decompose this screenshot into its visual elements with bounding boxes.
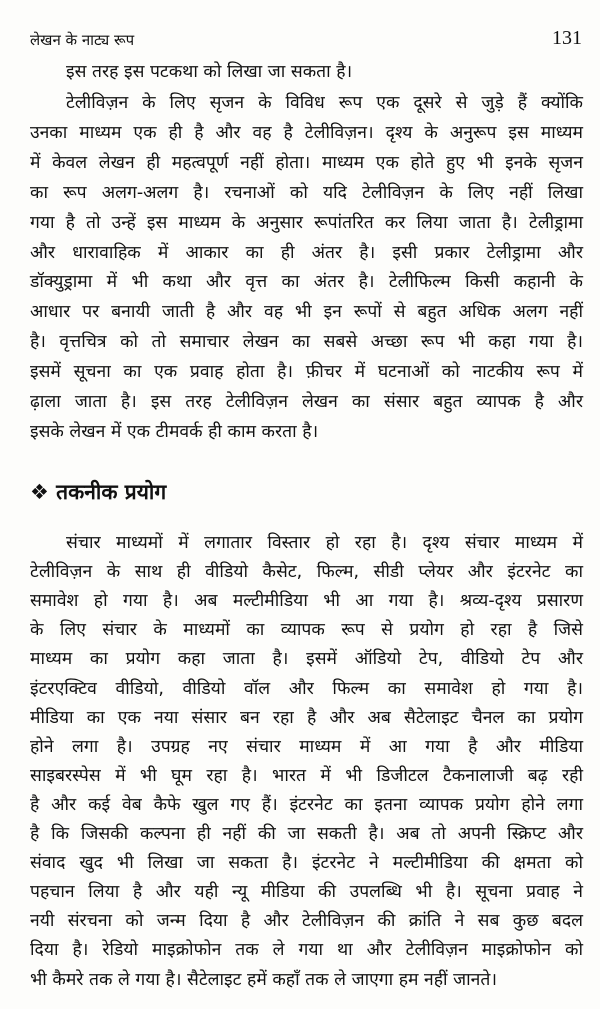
text-line: इसमें सूचना का एक प्रवाह होता है। फ़ीचर में घटनाओं को नाटकीय रूप में (30, 362, 583, 383)
page-number: 131 (552, 27, 582, 49)
text-line: के लिए संचार के माध्यमों का व्यापक रूप से प्रयोग हो रहा है जिसे (30, 620, 583, 641)
text-line: और धारावाहिक में आकार का ही अंतर है। इसी प्रकार टेलीड्रामा और (30, 242, 583, 263)
diamond-bullet-icon: ❖ (30, 480, 49, 504)
text-line: माध्यम का प्रयोग कहा जाता है। इसमें ऑडियो टेप, वीडियो टेप और (30, 649, 583, 670)
text-line: गया है तो उन्हें इस माध्यम के अनुसार रूपांतरित कर लिया जाता है। टेलीड्रामा (30, 212, 583, 233)
text-line: भी कैमरे तक ले गया है। सैटेलाइट हमें कहाँ तक ले जाएगा हम नहीं जानते। (30, 969, 497, 990)
text-line: है कि जिसकी कल्पना ही नहीं की जा सकती है। अब तो अपनी स्क्रिप्ट और (30, 824, 583, 844)
running-header-title: लेखन के नाट्य रूप (30, 31, 135, 49)
section-heading-text: तकनीक प्रयोग (56, 480, 167, 504)
text-line: होने लगा है। उपग्रह नए संचार माध्यम में आ गया है और मीडिया (30, 736, 583, 757)
section-heading (30, 478, 166, 506)
text-line: ढ़ाला जाता है। इस तरह टेलीविज़न लेखन का संसार बहुत व्यापक है और (30, 392, 583, 412)
text-line: है। वृत्तचित्र को तो समाचार लेखन का सबसे अच्छा रूप भी कहा गया है। (30, 332, 583, 353)
text-line: दिया है। रेडियो माइक्रोफोन तक ले गया था और टेलीविज़न माइक्रोफोन को (30, 940, 583, 961)
text-line: पहचान लिया है और यही न्यू मीडिया की उपलब्धि भी है। सूचना प्रवाह ने (30, 882, 583, 903)
text-line: इस तरह इस पटकथा को लिखा जा सकता है। (66, 62, 353, 82)
text-line: समावेश हो गया है। अब मल्टीमीडिया भी आ गया है। श्रव्य-दृश्य प्रसारण (30, 591, 583, 612)
text-line: टेलीविज़न के लिए सृजन के विविध रूप एक दूसरे से जुड़े हैं क्योंकि (66, 93, 583, 113)
text-line: मीडिया का एक नया संसार बन रहा है और अब सैटेलाइट चैनल का प्रयोग (30, 707, 583, 728)
text-line: संचार माध्यमों में लगातार विस्तार हो रहा है। दृश्य संचार माध्यम में (66, 533, 583, 553)
text-line: में केवल लेखन ही महत्वपूर्ण नहीं होता। माध्यम एक होते हुए भी इनके सृजन (30, 152, 583, 173)
text-line: इसके लेखन में एक टीमवर्क ही काम करता है। (30, 421, 319, 442)
text-line: आधार पर बनायी जाती है और वह भी इन रूपों से बहुत अधिक अलग नहीं (30, 302, 583, 323)
text-line: है और कई वेब कैफे खुल गए हैं। इंटरनेट का इतना व्यापक प्रयोग होने लगा (30, 794, 583, 815)
text-line: इंटरएक्टिव वीडियो, वीडियो वॉल और फिल्म का समावेश हो गया है। (30, 678, 583, 699)
text-line: उनका माध्यम एक ही है और वह है टेलीविज़न। दृश्य के अनुरूप इस माध्यम (30, 122, 583, 143)
text-line: का रूप अलग-अलग है। रचनाओं को यदि टेलीविज़न के लिए नहीं लिखा (30, 182, 583, 203)
text-line: संवाद खुद भी लिखा जा सकता है। इंटरनेट ने मल्टीमीडिया की क्षमता को (30, 853, 583, 874)
text-line: नयी संरचना को जन्म दिया है और टेलीविज़न की क्रांति ने सब कुछ बदल (30, 911, 583, 932)
text-line: टेलीविज़न के साथ ही वीडियो कैसेट, फिल्म, सीडी प्लेयर और इंटरनेट का (30, 562, 583, 583)
text-line: डॉक्युड्रामा में भी कथा और वृत्त का अंतर है। टेलीफिल्म किसी कहानी के (30, 272, 583, 293)
text-line: साइबरस्पेस में भी घूम रहा है। भारत में भी डिजीटल टैकनालाजी बढ़ रही (30, 765, 583, 786)
